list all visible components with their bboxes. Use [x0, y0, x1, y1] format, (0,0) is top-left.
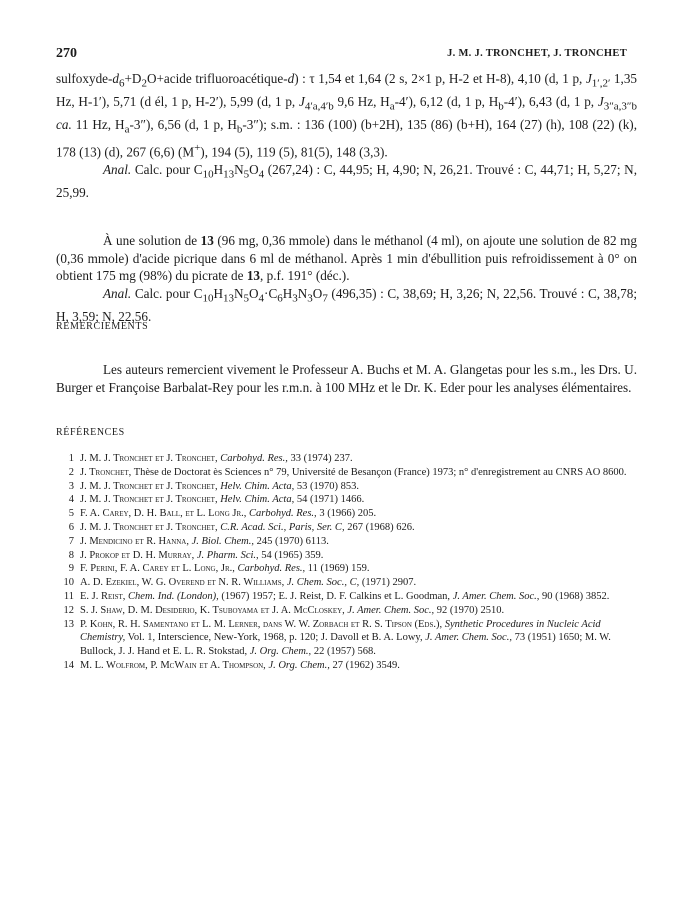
reference-number: 10 [63, 577, 74, 589]
reference-number: 1 [68, 453, 74, 464]
reference-item [56, 452, 641, 466]
reference-authors: P. Kohn, R. H. Samentano et L. M. Lerner, dans W. W. Zorbach et R. S. Tipson (Eds.), [80, 618, 443, 630]
reference-item [56, 562, 641, 576]
reference-item [56, 659, 641, 673]
section-heading-references: RÉFÉRENCES [56, 427, 125, 438]
reference-item [56, 521, 641, 535]
reference-item [56, 507, 641, 521]
running-head: J. M. J. TRONCHET, J. TRONCHET [447, 48, 627, 59]
reference-journal: Carbohyd. Res., [237, 563, 306, 575]
nmr-data-paragraph: sulfoxyde-$d_6+D_2O+acide$ trifluoroacétique-d) : τ 1,54 et 1,64 (2 s, 2×1 p, H-2 et H-8), 4,10 (d, 1 p, $J_{1',2'}$ 1,35 Hz, H-1′), 5,71 (d él, 1 p, H-2′), 5,99 (d, 1 p, $J_{4'a,4'b}$ 9,6 Hz, $H_a-4'$), 6,12 (d, 1 p, $H_b-4'$), 6,43 (d, 1 p, $J_{3''a,3''b}$ ca. 11 Hz, $H_a-3''$), 6,56 (d, 1 p, $H_b-3''$); s.m. : 136 (100) (b+2H), 135 (86) (b+H), 164 (27) (h), 108 (22) (k), 178 (13) (d), 267 (6,6) (M+), 194 (5), 119 (5), 81(5), 148 (3,3). Anal. Calc. pour $C_{10}H_{13}N_5O_4$ (267,24) : C, 44,95; H, 4,90; N, 26,21. Trouvé : C, 44,71; H, 5,27; N, 25,99. [56, 71, 638, 200]
reference-journal: Carbohyd. Res., [220, 453, 288, 464]
reference-authors: J. M. J. Tronchet et J. Tronchet, [80, 480, 218, 492]
reference-authors: M. L. Wolfrom, P. McWain et A. Thompson, [80, 659, 266, 671]
reference-details: 27 (1962) 3549. [332, 659, 400, 671]
picrate-paragraph: À une solution de 13 (96 mg, 0,36 mmole) dans le méthanol (4 ml), on ajoute une solution de 82 mg (0,36 mmole) d'acide picrique dans 6 ml de méthanol. Après 1 min d'ébullition puis refroidissement à 0° on obtient 175 mg (98%) du picrate de 13, p.f. 191° (déc.). Anal. Calc. pour $C_{10}H_{13}N_5O_4\cdot C_6H_3N_3O_7$ (496,35) : C, 38,69; H, 3,26; N, 22,56. Trouvé : C, 38,78; H, 3,59; N, 22,56. [56, 233, 637, 325]
reference-journal: Carbohyd. Res., [249, 508, 317, 520]
reference-details: 11 (1969) 159. [307, 563, 370, 575]
reference-journal: J. Amer. Chem. Soc., [347, 604, 435, 616]
reference-item [56, 590, 641, 604]
reference-list [56, 452, 641, 673]
reference-details: 53 (1970) 853. [296, 480, 359, 492]
reference-authors: J. M. J. Tronchet et J. Tronchet, [80, 453, 218, 464]
reference-item [56, 466, 641, 480]
reference-details: Thèse de Doctorat ès Sciences n° 79, Université de Besançon (France) 1973; n° d'enregistrement au CNRS AO 8600. [133, 466, 627, 478]
reference-journal: Helv. Chim. Acta, [220, 480, 295, 492]
reference-journal: C.R. Acad. Sci., Paris, Ser. C, [220, 521, 345, 533]
reference-item [56, 480, 641, 494]
reference-details: 3 (1966) 205. [319, 508, 377, 520]
reference-number: 13 [63, 618, 74, 630]
reference-number: 7 [68, 535, 74, 547]
reference-journal: J. Amer. Chem. Soc., [452, 590, 540, 602]
reference-authors: J. M. J. Tronchet et J. Tronchet, [80, 494, 218, 506]
reference-item [56, 604, 641, 618]
page-number: 270 [56, 46, 77, 61]
reference-item [56, 549, 641, 563]
reference-number: 14 [63, 659, 74, 671]
section-heading-remerciements: REMERCIEMENTS [56, 321, 149, 332]
reference-details: 90 (1968) 3852. [542, 590, 610, 602]
reference-item [56, 493, 641, 507]
reference-details: 54 (1965) 359. [261, 549, 324, 561]
reference-authors: S. J. Shaw, D. M. Desiderio, K. Tsuboyama et J. A. McCloskey, [80, 604, 345, 616]
reference-journal: Synthetic Procedures in Nucleic Acid Chemistry, [80, 618, 601, 644]
reference-authors: F. Perini, F. A. Carey et L. Long, Jr., [80, 563, 235, 575]
reference-journal: J. Amer. Chem. Soc., [425, 632, 512, 644]
reference-number: 3 [68, 480, 74, 492]
reference-journal: J. Org. Chem., [249, 646, 312, 658]
reference-details: 54 (1971) 1466. [296, 494, 365, 506]
reference-authors: J. M. J. Tronchet et J. Tronchet, [80, 521, 218, 533]
reference-item [56, 576, 641, 590]
reference-number: 9 [68, 563, 74, 575]
reference-details: Vol. 1, Interscience, New-York, 1968, p. 120; J. Davoll et B. A. Lowy, [127, 632, 423, 644]
reference-details: (1971) 2907. [361, 577, 417, 589]
reference-number: 5 [68, 508, 74, 520]
reference-details: 267 (1968) 626. [347, 521, 415, 533]
reference-journal: J. Org. Chem., [268, 659, 330, 671]
reference-number: 8 [68, 549, 74, 561]
reference-details: 245 (1970) 6113. [256, 535, 329, 547]
reference-journal: Helv. Chim. Acta, [220, 494, 295, 506]
reference-details: (1967) 1957; E. J. Reist, D. F. Calkins et L. Goodman, [221, 590, 451, 602]
reference-item [56, 618, 641, 659]
reference-number: 11 [63, 590, 74, 602]
reference-journal: J. Biol. Chem., [191, 535, 255, 547]
reference-authors: J. Tronchet, [80, 466, 132, 478]
reference-number: 4 [68, 494, 74, 506]
reference-item [56, 535, 641, 549]
reference-journal: J. Pharm. Sci., [196, 549, 259, 561]
reference-details: 92 (1970) 2510. [436, 604, 505, 616]
reference-authors: J. Mendicino et R. Hanna, [80, 535, 189, 547]
reference-details: 22 (1957) 568. [313, 646, 376, 658]
reference-number: 6 [68, 521, 74, 533]
reference-authors: F. A. Carey, D. H. Ball, et L. Long Jr., [80, 508, 247, 520]
reference-journal: J. Chem. Soc., C, [286, 577, 360, 589]
acknowledgement-text: Les auteurs remercient vivement le Professeur A. Buchs et M. A. Glangetas pour les s.m., les Drs. U. Burger et Françoise Barbalat-Rey pour les r.m.n. à 100 MHz et le Dr. K. Eder pour les analyses élémentaires. [56, 362, 637, 395]
reference-authors: E. J. Reist, [80, 590, 126, 602]
reference-journal: Chem. Ind. (London), [128, 590, 219, 602]
reference-details: 73 (1951) 1650; M. W. Bullock, J. J. Hand et E. L. R. Stokstad, [80, 632, 611, 658]
reference-authors: J. Prokop et D. H. Murray, [80, 549, 195, 561]
reference-details: 33 (1974) 237. [290, 453, 353, 464]
reference-number: 12 [63, 604, 74, 616]
reference-number: 2 [68, 466, 74, 478]
reference-authors: A. D. Ezekiel, W. G. Overend et N. R. Williams, [80, 577, 285, 589]
